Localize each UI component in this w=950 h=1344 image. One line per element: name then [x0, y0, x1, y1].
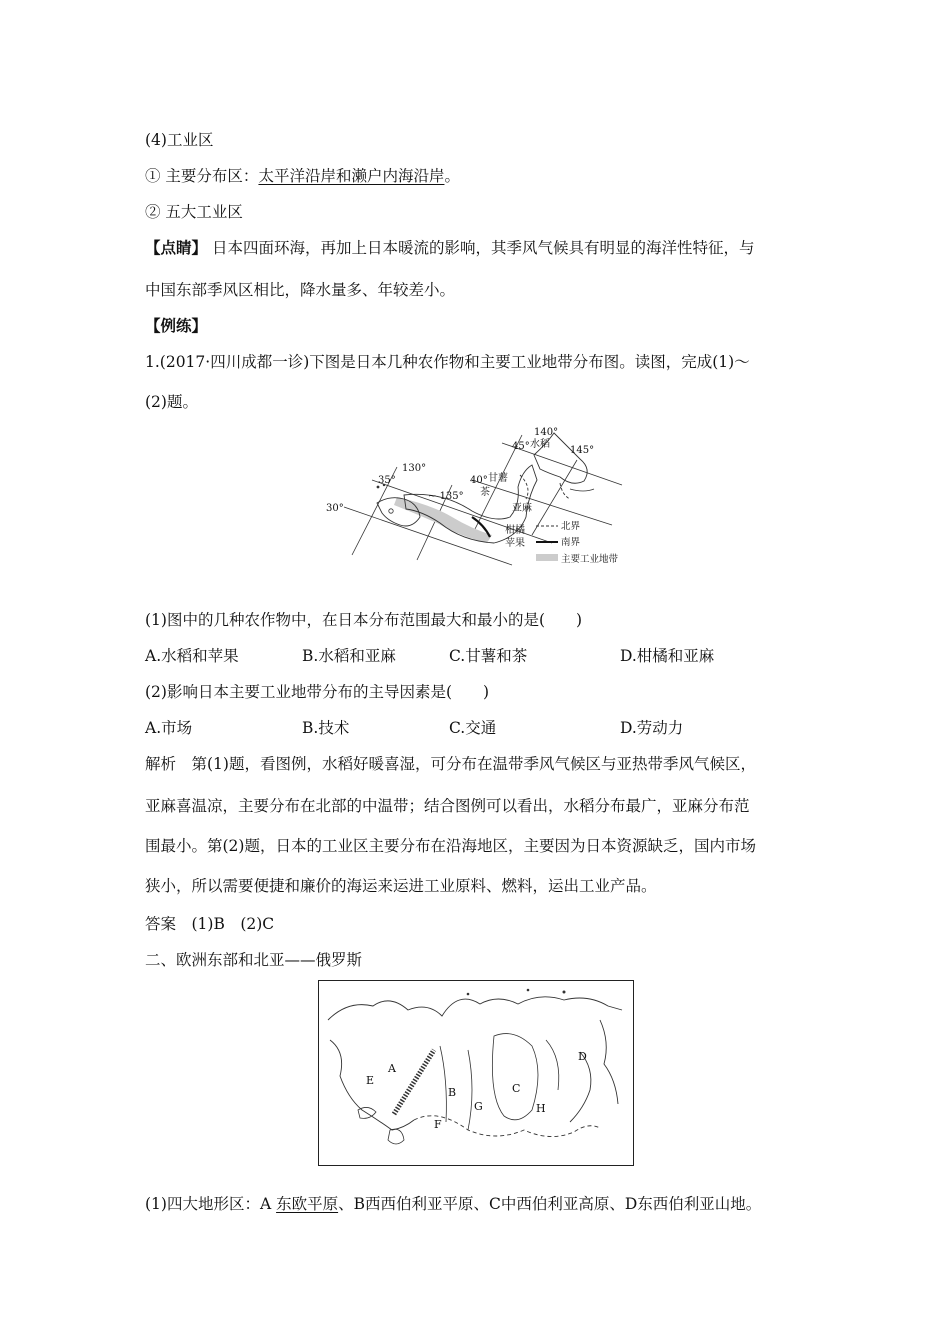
- question-line-1: 1.(2017·四川成都一诊)下图是日本几种农作物和主要工业地带分布图。读图，完成(1)～: [145, 353, 750, 371]
- legend-north-boundary: 北界: [561, 521, 581, 532]
- region-label-d: D: [578, 1050, 587, 1063]
- question-line-2: (2)题。: [145, 393, 198, 411]
- analysis-line-1: 解析 第(1)题，看图例，水稻好暖喜湿，可分布在温带季风气候区与亚热带季风气候区，: [145, 755, 756, 773]
- legend-industry-swatch: [536, 554, 558, 561]
- q2-option-c: C.交通: [449, 719, 497, 737]
- lat-label-40: 40°: [470, 475, 488, 486]
- lon-label-130: 130°: [402, 463, 427, 474]
- crop-label-rice: 水稻: [530, 439, 550, 450]
- lon-label-135: ~ 135°: [428, 491, 464, 502]
- region-label-h: H: [536, 1102, 546, 1115]
- analysis-line-3: 围最小。第(2)题，日本的工业区主要分布在沿海地区，主要因为日本资源缺乏，国内市场: [145, 837, 756, 855]
- region-label-g: G: [474, 1100, 483, 1113]
- practice-label: 【例练】: [145, 316, 208, 335]
- distribution-suffix: 。: [444, 167, 460, 185]
- region-label-f: F: [434, 1118, 442, 1131]
- lon-label-145: 145°: [570, 445, 595, 456]
- question-1: (1)图中的几种农作物中，在日本分布范围最大和最小的是( ): [145, 611, 583, 629]
- japan-crop-map: [322, 425, 642, 570]
- tip-line-1: [145, 236, 754, 258]
- region-label-a: A: [388, 1062, 396, 1075]
- q1-option-b: B.水稻和亚麻: [302, 647, 396, 665]
- crop-label-sweet-potato: 甘薯: [488, 473, 508, 484]
- landforms-prefix: (1)四大地形区：A: [145, 1195, 277, 1213]
- russia-landform-map: [318, 980, 634, 1166]
- crop-label-tea: 茶: [480, 487, 490, 498]
- q1-option-c: C.甘薯和茶: [449, 647, 528, 665]
- q2-option-d: D.劳动力: [620, 719, 684, 737]
- answer-line: 答案 (1)B (2)C: [145, 915, 275, 933]
- crop-label-apple: 苹果: [505, 538, 525, 549]
- tip-text-1: 日本四面环海，再加上日本暖流的影响，其季风气候具有明显的海洋性特征，与: [207, 239, 755, 257]
- landform-a-answer: 东欧平原: [276, 1195, 339, 1213]
- q2-option-a: A.市场: [145, 719, 193, 737]
- q1-option-a: A.水稻和苹果: [145, 647, 239, 665]
- crop-label-flax: 亚麻: [512, 503, 532, 514]
- question-2: (2)影响日本主要工业地带分布的主导因素是( ): [145, 683, 490, 701]
- lat-label-45: 45°: [512, 441, 530, 452]
- q2-option-b: B.技术: [302, 719, 350, 737]
- distribution-prefix: ① 主要分布区：: [145, 167, 259, 185]
- distribution-answer: 太平洋沿岸和濑户内海沿岸: [258, 167, 445, 185]
- q1-option-d: D.柑橘和亚麻: [620, 647, 715, 665]
- analysis-line-2: 亚麻喜温凉，主要分布在北部的中温带；结合图例可以看出，水稻分布最广，亚麻分布范: [145, 797, 750, 815]
- region-label-e: E: [366, 1074, 375, 1087]
- legend-industry-zone: 主要工业地带: [561, 554, 619, 565]
- section-heading-industry: (4)工业区: [145, 131, 214, 149]
- region-label-b: B: [448, 1086, 457, 1099]
- legend-south-boundary: 南界: [561, 537, 581, 548]
- tip-line-2: 中国东部季风区相比，降水量多、年较差小。: [145, 281, 456, 299]
- distribution-line: [145, 164, 460, 186]
- landforms-rest: 、B西西伯利亚平原、C中西伯利亚高原、D东西伯利亚山地。: [338, 1195, 762, 1213]
- analysis-line-4: 狭小，所以需要便捷和廉价的海运来运进工业原料、燃料，运出工业产品。: [145, 877, 657, 895]
- section-heading-russia: 二、欧洲东部和北亚——俄罗斯: [145, 951, 363, 969]
- lon-label-140: 140°: [534, 427, 559, 438]
- region-label-c: C: [512, 1082, 521, 1095]
- crop-label-citrus: 柑橘: [505, 525, 525, 536]
- landforms-line: [145, 1192, 761, 1214]
- tip-label: 【点睛】: [145, 238, 208, 257]
- five-industrial-zones: ② 五大工业区: [145, 203, 243, 221]
- lat-label-30: 30°: [326, 503, 344, 514]
- lat-label-35: 35°: [378, 475, 396, 486]
